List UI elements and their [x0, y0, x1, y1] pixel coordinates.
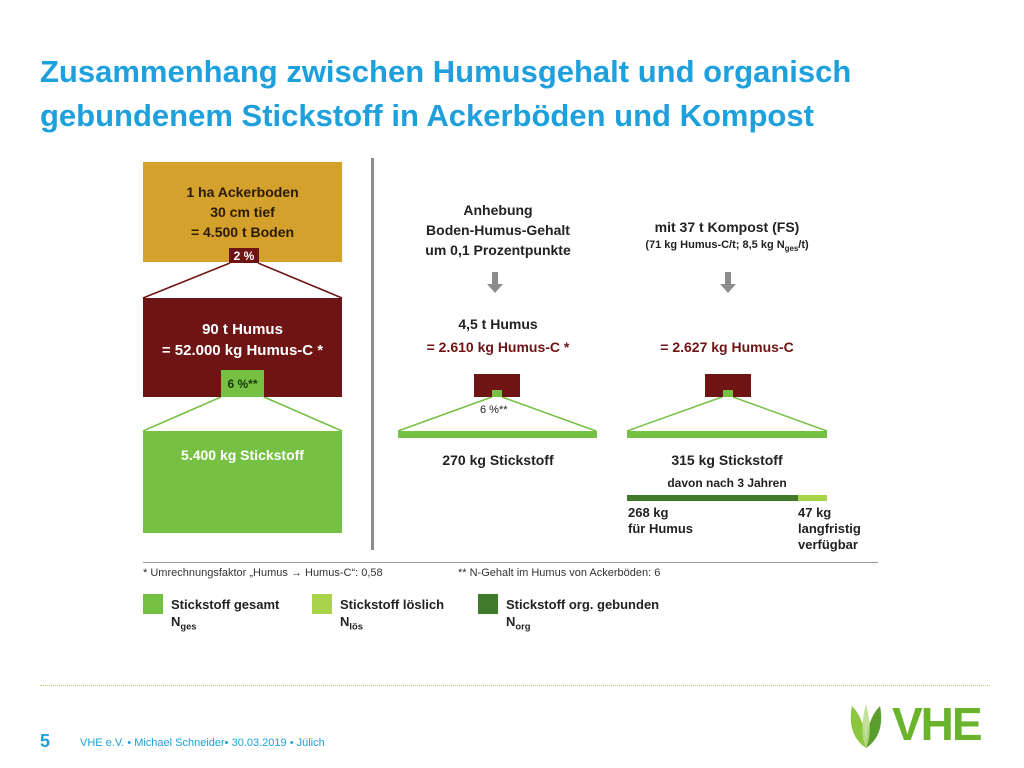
middle-heading-line-1: Anhebung	[463, 202, 533, 218]
right-subheading-a: (71 kg Humus-C/t; 8,5 kg N	[645, 239, 785, 251]
funnel-soil-to-humus	[143, 263, 230, 298]
legend-symbol-gesamt: N	[171, 614, 181, 629]
legend-symbol-loeslich: N	[340, 614, 350, 629]
right-down-arrow-icon	[719, 272, 737, 293]
funnel-humus-to-n-right	[264, 397, 342, 431]
middle-heading	[398, 200, 598, 260]
split-available-label-2: verfügbar	[798, 537, 858, 552]
footer-text: VHE e.V. • Michael Schneider• 30.03.2019 • Jülich	[80, 737, 325, 749]
footnote-divider	[143, 562, 878, 563]
middle-heading-line-3: um 0,1 Prozentpunkte	[425, 242, 571, 258]
legend-label-org: Stickstoff org. gebunden	[506, 597, 660, 612]
split-humus	[628, 505, 693, 537]
humus-line-1: 90 t Humus	[202, 320, 283, 338]
vhe-logo	[840, 700, 990, 752]
right-heading: mit 37 t Kompost (FS)	[654, 219, 800, 235]
right-humus-c: = 2.627 kg Humus-C	[660, 339, 794, 355]
right-pct-marker	[723, 390, 733, 397]
humus-pct-badge: 6 %**	[221, 370, 264, 397]
middle-heading-line-2: Boden-Humus-Gehalt	[426, 222, 570, 238]
soil-line-3: = 4.500 t Boden	[190, 224, 295, 240]
nitrogen-box	[143, 431, 342, 533]
funnel-humus-to-n-left	[143, 397, 221, 431]
funnel-middle-left	[398, 397, 492, 431]
middle-down-arrow-icon	[486, 272, 504, 293]
right-subheading	[612, 239, 842, 253]
soil-pct-badge: 2 %	[229, 248, 259, 263]
footer-divider	[40, 685, 990, 686]
funnel-right-left	[627, 397, 722, 431]
footnote-star: * Umrechnungsfaktor „Humus → Humus-C“: 0,58	[143, 567, 383, 579]
legend-label-loeslich: Stickstoff löslich	[340, 597, 445, 612]
split-humus-amount: 268 kg	[628, 505, 669, 520]
humus-line-2: = 52.000 kg Humus-C *	[161, 341, 324, 359]
legend-swatch-gesamt	[143, 594, 163, 614]
nitrogen-box-label: 5.400 kg Stickstoff	[181, 447, 304, 463]
legend-swatch-loeslich	[312, 594, 332, 614]
page-number: 5	[40, 731, 51, 751]
split-available-label-1: langfristig	[798, 521, 861, 536]
legend-symbol-org: N	[506, 614, 516, 629]
right-subheading-b: /t)	[798, 239, 809, 251]
funnel-right-right	[733, 397, 827, 431]
legend-sub-loeslich: lös	[349, 621, 363, 632]
middle-pct-marker	[492, 390, 502, 397]
soil-box	[143, 162, 342, 262]
middle-nitrogen: 270 kg Stickstoff	[442, 452, 554, 468]
right-nitrogen-bar	[627, 431, 827, 438]
legend-sub-org: org	[515, 621, 531, 632]
legend-item-org	[506, 596, 659, 636]
legend-swatch-org	[478, 594, 498, 614]
right-nitrogen: 315 kg Stickstoff	[671, 452, 783, 468]
split-available	[798, 505, 861, 553]
leaf-icon	[840, 700, 892, 752]
legend-item-gesamt	[171, 596, 279, 636]
split-available-amount: 47 kg	[798, 505, 832, 520]
title-line-2: gebundenem Stickstoff in Ackerböden und Kompost	[40, 98, 814, 133]
funnel-middle-right	[502, 397, 596, 431]
middle-humus: 4,5 t Humus	[458, 316, 538, 332]
soil-line-2: 30 cm tief	[210, 204, 275, 220]
split-humus-label: für Humus	[628, 521, 693, 536]
middle-nitrogen-bar	[398, 431, 597, 438]
legend-sub-gesamt: ges	[180, 621, 197, 632]
right-subheading-sub: ges	[784, 244, 799, 254]
legend-item-loeslich	[340, 596, 444, 636]
column-divider	[371, 158, 374, 550]
middle-pct: 6 %**	[480, 404, 508, 416]
logo-text: VHE	[892, 698, 981, 750]
split-bar-organic	[627, 495, 798, 501]
legend-label-gesamt: Stickstoff gesamt	[171, 597, 280, 612]
title-line-1: Zusammenhang zwischen Humusgehalt und organisch	[40, 54, 852, 89]
middle-humus-c: = 2.610 kg Humus-C *	[426, 339, 570, 355]
right-after: davon nach 3 Jahren	[667, 476, 787, 490]
soil-line-1: 1 ha Ackerboden	[186, 184, 299, 200]
split-bar-available	[798, 495, 827, 501]
funnel-soil-to-humus-right	[258, 263, 342, 298]
footnote-double-star: ** N-Gehalt im Humus von Ackerböden: 6	[458, 567, 661, 579]
